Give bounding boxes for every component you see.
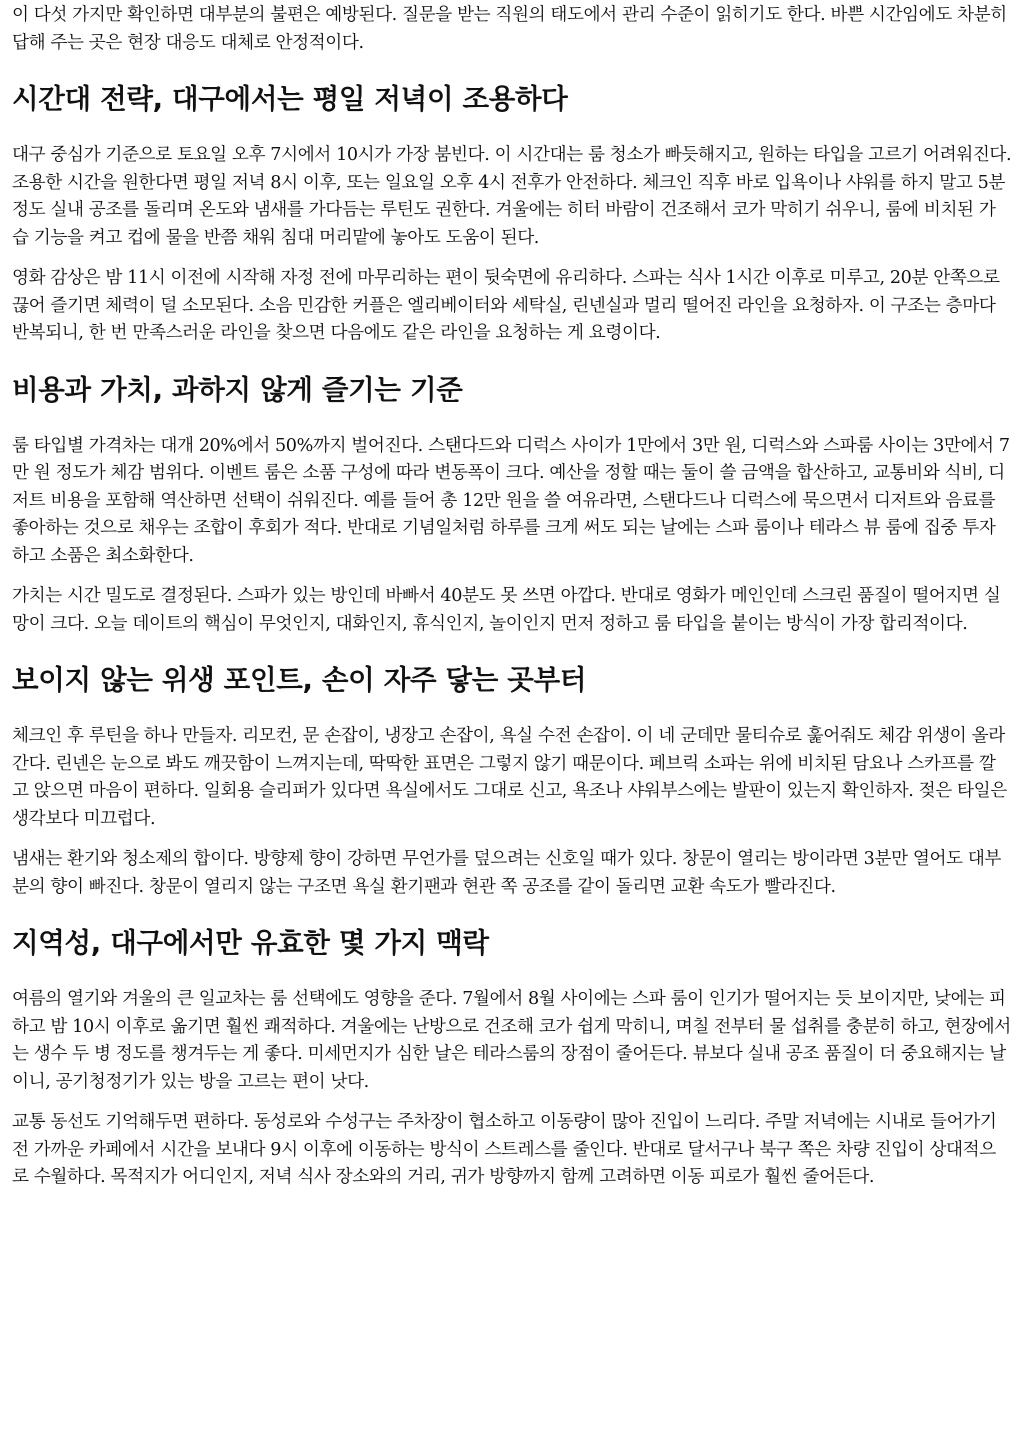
section-heading-locality: 지역성, 대구에서만 유효한 몇 가지 맥락 <box>12 927 489 959</box>
paragraph: 교통 동선도 기억해두면 편하다. 동성로와 수성구는 주차장이 협소하고 이동량이 많아 진입이 느리다. 주말 저녁에는 시내로 들어가기 전 가까운 카페에서 시간을 보내다 9시 이후에 이동하는 방식이 스트레스를 줄인다. 반대로 달서구나 북구 쪽은 차량 진입이 상대적으로 수월하다. 목적지가 어디인지, 저녁 식사 장소와의 거리, 귀가 방향까지 함께 고려하면 이동 피로가 훨씬 줄어든다. <box>12 1112 997 1187</box>
paragraph: 냄새는 환기와 청소제의 합이다. 방향제 향이 강하면 무언가를 덮으려는 신호일 때가 있다. 창문이 열리는 방이라면 3분만 열어도 대부분의 향이 빠진다. 창문이 열리지 않는 구조면 욕실 환기팬과 현관 쪽 공조를 같이 돌리면 교환 속도가 빨라진다. <box>12 849 1002 897</box>
paragraph: 룸 타입별 가격차는 대개 20%에서 50%까지 벌어진다. 스탠다드와 디럭스 사이가 1만에서 3만 원, 디럭스와 스파룸 사이는 3만에서 7만 원 정도가 체감 범위다. 이벤트 룸은 소품 구성에 따라 변동폭이 크다. 예산을 정할 때는 둘이 쓸 금액을 합산하고, 교통비와 식비, 디저트 비용을 포함해 역산하면 선택이 쉬워진다. 예를 들어 총 12만 원을 쓸 여유라면, 스탠다드나 디럭스에 묵으면서 디저트와 음료를 좋아하는 것으로 채우는 조합이 후회가 적다. 반대로 기념일처럼 하루를 크게 써도 되는 날에는 스파 룸이나 테라스 뷰 룸에 집중 투자하고 소품은 최소화한다. <box>12 435 1010 566</box>
article-body <box>12 2 1012 1192</box>
section-heading-hygiene: 보이지 않는 위생 포인트, 손이 자주 닿는 곳부터 <box>12 664 587 696</box>
section-heading-cost-value: 비용과 가치, 과하지 않게 즐기는 기준 <box>12 373 463 406</box>
paragraph: 체크인 후 루틴을 하나 만들자. 리모컨, 문 손잡이, 냉장고 손잡이, 욕실 수전 손잡이. 이 네 군데만 물티슈로 훑어줘도 체감 위생이 올라간다. 린넨은 눈으로 봐도 깨끗함이 느껴지는데, 딱딱한 표면은 그렇지 않기 때문이다. 페브릭 소파는 위에 비치된 담요나 스카프를 깔고 앉으면 마음이 편하다. 일회용 슬리퍼가 있다면 욕실에서도 그대로 신고, 욕조나 샤워부스에는 발판이 있는지 확인하자. 젖은 타일은 생각보다 미끄럽다. <box>12 726 1007 829</box>
paragraph: 대구 중심가 기준으로 토요일 오후 7시에서 10시가 가장 붐빈다. 이 시간대는 룸 청소가 빠듯해지고, 원하는 타입을 고르기 어려워진다. 조용한 시간을 원한다면 평일 저녁 8시 이후, 또는 일요일 오후 4시 전후가 안전하다. 체크인 직후 바로 입욕이나 샤워를 하지 말고 5분 정도 실내 공조를 돌리며 온도와 냄새를 가다듬는 루틴도 권한다. 겨울에는 히터 바람이 건조해서 코가 막히기 쉬우니, 룸에 비치된 가습 기능을 켜고 컵에 물을 반쯤 채워 침대 머리맡에 놓아도 도움이 된다. <box>12 145 1012 248</box>
paragraph: 영화 감상은 밤 11시 이전에 시작해 자정 전에 마무리하는 편이 뒷숙면에 유리하다. 스파는 식사 1시간 이후로 미루고, 20분 안쪽으로 끊어 즐기면 체력이 덜 소모된다. 소음 민감한 커플은 엘리베이터와 세탁실, 린넨실과 멀리 떨어진 라인을 요청하자. 이 구조는 층마다 반복되니, 한 번 만족스러운 라인을 찾으면 다음에도 같은 라인을 요청하는 게 요령이다. <box>12 268 1000 343</box>
paragraph: 여름의 열기와 겨울의 큰 일교차는 룸 선택에도 영향을 준다. 7월에서 8월 사이에는 스파 룸이 인기가 떨어지는 듯 보이지만, 낮에는 피하고 밤 10시 이후로 옮기면 훨씬 쾌적하다. 겨울에는 난방으로 건조해 코가 쉽게 막히니, 며칠 전부터 물 섭취를 충분히 하고, 현장에서는 생수 두 병 정도를 챙겨두는 게 좋다. 미세먼지가 심한 날은 테라스룸의 장점이 줄어든다. 뷰보다 실내 공조 품질이 더 중요해지는 날이니, 공기청정기가 있는 방을 고르는 편이 낫다. <box>12 989 1011 1092</box>
paragraph: 가치는 시간 밀도로 결정된다. 스파가 있는 방인데 바빠서 40분도 못 쓰면 아깝다. 반대로 영화가 메인인데 스크린 품질이 떨어지면 실망이 크다. 오늘 데이트의 핵심이 무엇인지, 대화인지, 휴식인지, 놀이인지 먼저 정하고 룸 타입을 붙이는 방식이 가장 합리적이다. <box>12 586 1001 634</box>
intro-paragraph: 이 다섯 가지만 확인하면 대부분의 불편은 예방된다. 질문을 받는 직원의 태도에서 관리 수준이 읽히기도 한다. 바쁜 시간임에도 차분히 답해 주는 곳은 현장 대응도 대체로 안정적이다. <box>12 5 1007 53</box>
section-heading-time-strategy: 시간대 전략, 대구에서는 평일 저녁이 조용하다 <box>12 83 568 115</box>
